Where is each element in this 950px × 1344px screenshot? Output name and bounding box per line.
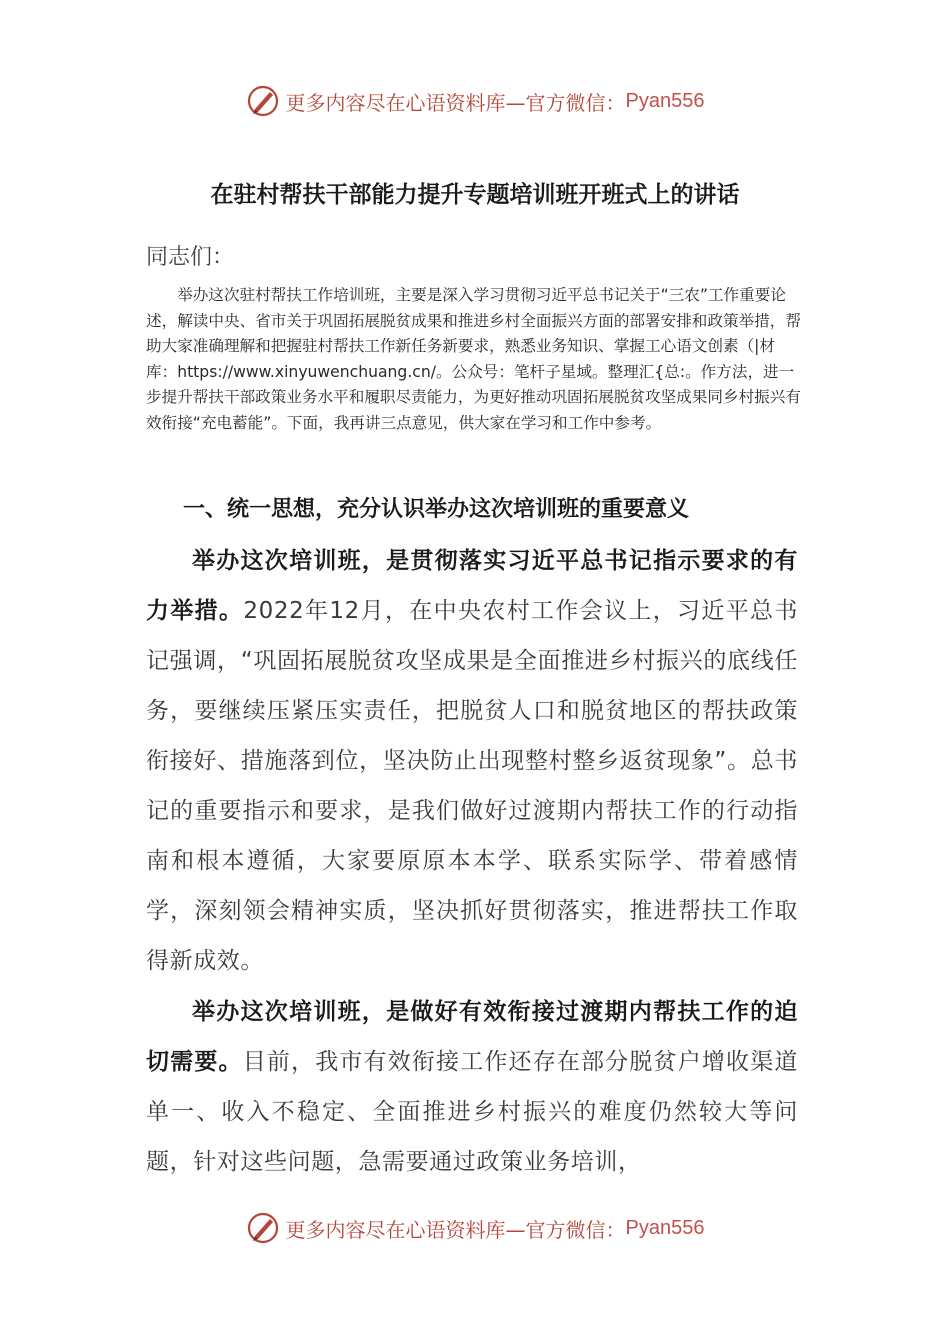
pen-logo-icon <box>246 84 280 118</box>
body-paragraph-1 <box>146 536 798 986</box>
salutation: 同志们： <box>146 245 235 270</box>
header-banner <box>0 84 950 118</box>
banner-account: Pyan556 <box>625 89 705 112</box>
footer-banner <box>0 1211 950 1245</box>
banner-text: 更多内容尽在心语资料库—官方微信： <box>285 1217 626 1242</box>
page-title: 在驻村帮扶干部能力提升专题培训班开班式上的讲话 <box>210 182 740 208</box>
banner-account: Pyan556 <box>625 1216 705 1239</box>
banner-text: 更多内容尽在心语资料库—官方微信： <box>285 90 626 115</box>
section-heading-1: 一、统一思想，充分认识举办这次培训班的重要意义 <box>183 497 690 522</box>
body-paragraph-2 <box>146 987 798 1187</box>
pen-logo-icon <box>246 1211 280 1245</box>
paragraph-2-lead: 举办这次培训班，是做好有效衔接过渡期内帮扶工作的迫切需要。 <box>146 999 798 1075</box>
paragraph-2-text: 目前，我市有效衔接工作还存在部分脱贫户增收渠道单一、收入不稳定、全面推进乡村振兴的难度仍然较大等问题，针对这些问题，急需要通过政策业务培训， <box>146 1049 798 1175</box>
paragraph-1-text: 2022年12月，在中央农村工作会议上，习近平总书记强调，“巩固拓展脱贫攻坚成果是全面推进乡村振兴的底线任务，要继续压紧压实责任，把脱贫人口和脱贫地区的帮扶政策衔接好、措施落到位，坚决防止出现整村整乡返贫现象”。总书记的重要指示和要求，是我们做好过渡期内帮扶工作的行动指南和根本遵循，大家要原原本本学、联系实际学、带着感情学，深刻领会精神实质，坚决抓好贯彻落实，推进帮扶工作取得新成效。 <box>146 598 798 974</box>
paragraph-1-lead: 举办这次培训班，是贯彻落实习近平总书记指示要求的有力举措。 <box>146 548 798 624</box>
intro-paragraph: 举办这次驻村帮扶工作培训班，主要是深入学习贯彻习近平总书记关于“三农”工作重要论述，解读中央、省市关于巩固拓展脱贫成果和推进乡村全面振兴方面的部署安排和政策举措，帮助大家准确理解和把握驻村帮扶工作新任务新要求，熟悉业务知识、掌握工心语文创素（|材库：https://www.xinyuwenchuang.cn/。公众号：笔杆子星域。整理汇{总:。作方法，进一步提升帮扶干部政策业务水平和履职尽责能力，为更好推动巩固拓展脱贫攻坚成果同乡村振兴有效衔接“充电蓄能”。下面，我再讲三点意见，供大家在学习和工作中参考。 <box>146 286 801 432</box>
